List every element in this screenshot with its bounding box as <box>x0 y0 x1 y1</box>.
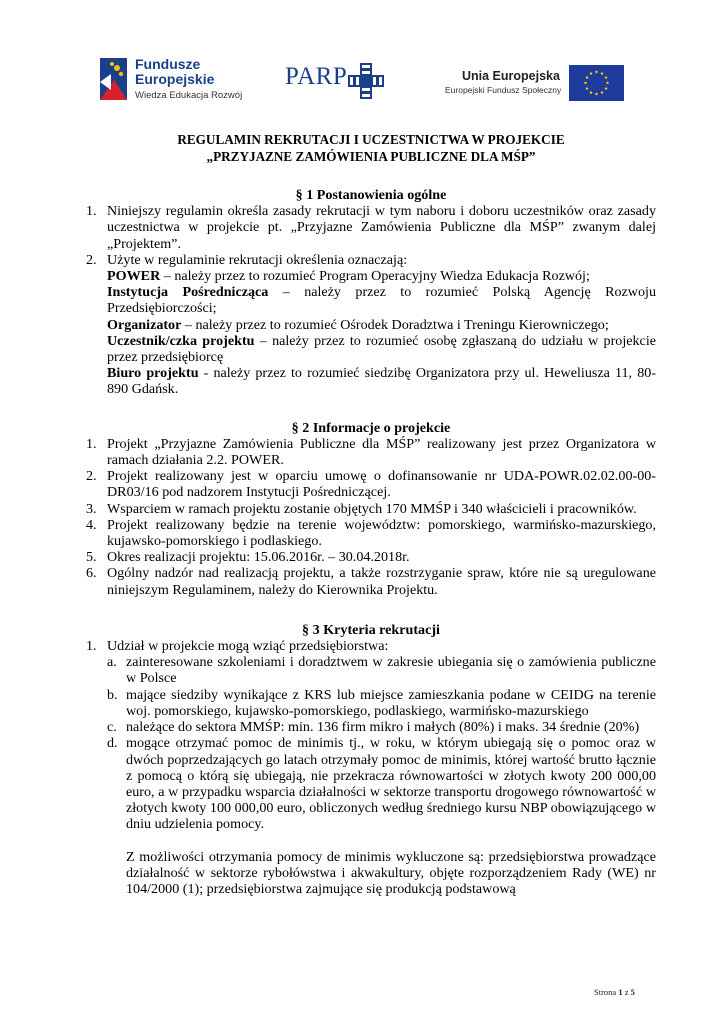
subitem-letter: b. <box>107 686 118 703</box>
logo-fe-line3: Wiedza Edukacja Rozwój <box>135 90 243 101</box>
item-number: 3. <box>86 500 97 517</box>
item-text: Okres realizacji projektu: 15.06.2016r. – 30.04.2018r. <box>107 549 410 566</box>
logo-parp <box>285 62 395 100</box>
definition-desc: – należy przez to rozumieć Ośrodek Doradztwa i Treningu Kierowniczego; <box>181 316 609 333</box>
definition-desc: – należy przez to rozumieć Polską Agencję Rozwoju Przedsiębiorczości; <box>107 284 656 317</box>
section-1-heading: § 1 Postanowienia ogólne <box>295 187 447 203</box>
section-2-item <box>86 549 656 565</box>
page-footer <box>594 987 635 997</box>
item-text: Projekt „Przyjazne Zamówienia Publiczne dla MŚP” realizowany jest przez Organizatora w ramach działania 2.2. POWER. <box>107 435 656 469</box>
logo-ue-line2: Europejski Fundusz Społeczny <box>445 85 562 95</box>
definition-term: Uczestnik/czka projektu <box>107 332 255 349</box>
definition-desc: – należy przez to rozumieć osobę zgłaszaną do udziału w projekcie przez przedsiębiorcę <box>107 332 656 366</box>
item-number: 5. <box>86 549 97 566</box>
item-text: Projekt realizowany będzie na terenie województw: pomorskiego, warmińsko-mazurskiego, kujawsko-pomorskiego i podlaskiego. <box>107 516 656 550</box>
footer-page-number: 1 <box>618 987 623 997</box>
parp-cross-icon <box>347 62 385 100</box>
definition-term: Organizator <box>107 316 182 333</box>
footer-label: Strona <box>594 987 617 997</box>
item-number: 1. <box>86 203 97 220</box>
logo-ue-line1: Unia Europejska <box>462 69 560 83</box>
criteria-sublist <box>107 654 656 832</box>
item-text: Projekt realizowany jest w oparciu umowę o dofinansowanie nr UDA-POWR.02.02.00-00-DR03/16 pod nadzorem Instytucji Pośredniczącej. <box>107 468 656 501</box>
definition-desc: - należy przez to rozumieć siedzibę Organizatora przy ul. Heweliusza 11, 80-890 Gdańsk. <box>107 365 656 398</box>
subitem-letter: d. <box>107 735 118 752</box>
section-2-item <box>86 501 656 517</box>
subitem-text: mogące otrzymać pomoc de minimis tj., w roku, w którym ubiegają się o pomoc oraz w dwóch poprzedzających go latach otrzymały pomoc de minimis, której wartość brutto łącznie z pomocą o którą się ubiegają, nie przekracza równowartości w złotych kwoty 200 000,00 euro, a w przypadku wsparcia działalności w sektorze transportu drogowego równowartość w złotych kwoty 100 000,00 euro, obliczonych według średniego kursu NBP obowiązującego w dniu udzielenia pomocy. <box>126 735 656 833</box>
subitem-text: należące do sektora MMŚP: min. 136 firm mikro i małych (80%) i maks. 34 średnie (20%) <box>126 719 640 736</box>
section-3-item <box>86 638 656 897</box>
logo-fundusze-europejskie <box>97 54 247 106</box>
fundusze-europejskie-emblem-icon <box>97 54 131 104</box>
definition <box>107 317 656 333</box>
section-2-item <box>86 565 656 597</box>
item-number: 2. <box>86 468 97 485</box>
footer-page-total: 5 <box>630 987 635 997</box>
item-text: Udział w projekcie mogą wziąć przedsiębiorstwa: <box>107 638 389 655</box>
section-1-item <box>86 203 656 252</box>
section-2-heading: § 2 Informacje o projekcie <box>291 419 451 436</box>
definition <box>107 284 656 316</box>
subitem-letter: c. <box>107 719 117 736</box>
section-3-heading: § 3 Kryteria rekrutacji <box>302 621 440 638</box>
item-text: Użyte w regulaminie rekrutacji określenia oznaczają: <box>107 251 408 268</box>
item-text: Ogólny nadzór nad realizacją projektu, a także rozstrzyganie spraw, które nie są uregulowane niniejszym Regulaminem, należy do Kierownika Projektu. <box>107 565 656 598</box>
document-body <box>86 132 656 897</box>
subitem-text: mające siedziby wynikające z KRS lub miejsce zamieszkania podane w CEIDG na terenie woj. pomorskiego, kujawsko-pomorskiego, podlaskiego, warmińsko-mazurskiego <box>126 686 656 719</box>
definition <box>107 268 656 284</box>
subitem-text: zainteresowane szkoleniami i doradztwem w zakresie ubiegania się o zamówienia publiczne w Polsce <box>126 654 656 687</box>
item-number: 2. <box>86 251 97 268</box>
criteria-subitem <box>107 735 656 832</box>
footer-of: z <box>624 987 629 997</box>
subitem-letter: a. <box>107 654 117 671</box>
section-2-item <box>86 436 656 468</box>
logo-unia-europejska <box>445 65 625 105</box>
definition-desc: – należy przez to rozumieć Program Operacyjny Wiedza Edukacja Rozwój; <box>160 268 590 285</box>
criteria-subitem <box>107 719 656 735</box>
item-text: Wsparciem w ramach projektu zostanie objętych 170 MMŚP i 340 właścicieli i pracowników. <box>107 500 637 517</box>
section-1-list <box>86 203 656 397</box>
criteria-subitem <box>107 654 656 686</box>
item-number: 1. <box>86 638 97 655</box>
logo-fe-line2: Europejskie <box>135 71 215 87</box>
definition <box>107 365 656 397</box>
logo-fe-line1: Fundusze <box>135 56 201 72</box>
section-2-item <box>86 468 656 500</box>
parp-wordmark: PARP <box>285 63 348 90</box>
item-text: Niniejszy regulamin określa zasady rekrutacji w tym naboru i doboru uczestników oraz zasady uczestnictwa w projekcie pt. „Przyjazne Zamówienia Publiczne dla MŚP” zwanym dalej „Projektem”. <box>107 203 656 252</box>
section-1-item <box>86 252 656 398</box>
section-2-list <box>86 436 656 598</box>
definition <box>107 333 656 365</box>
section-2-item <box>86 517 656 549</box>
definition-term: Biuro projektu <box>107 365 199 382</box>
definition-term: POWER <box>107 268 161 285</box>
item-number: 4. <box>86 516 97 533</box>
item-number: 1. <box>86 435 97 452</box>
item-number: 6. <box>86 565 97 582</box>
criteria-subitem <box>107 687 656 719</box>
definition-term: Instytucja Pośrednicząca <box>107 284 269 301</box>
de-minimis-exclusions: Z możliwości otrzymania pomocy de minimis wykluczone są: przedsiębiorstwa prowadzące działalność w sektorze rybołówstwa i akwakultury, objęte rozporządzeniem Rady (WE) nr 104/2000 (1); przedsiębiorstwa zajmujące się produkcją podstawową <box>126 848 656 897</box>
document-title-line2: „PRZYJAZNE ZAMÓWIENIA PUBLICZNE DLA MŚP” <box>206 148 536 164</box>
section-3-list <box>86 638 656 897</box>
eu-flag-icon <box>569 65 624 101</box>
document-title-line1: REGULAMIN REKRUTACJI I UCZESTNICTWA W PROJEKCIE <box>177 132 565 147</box>
